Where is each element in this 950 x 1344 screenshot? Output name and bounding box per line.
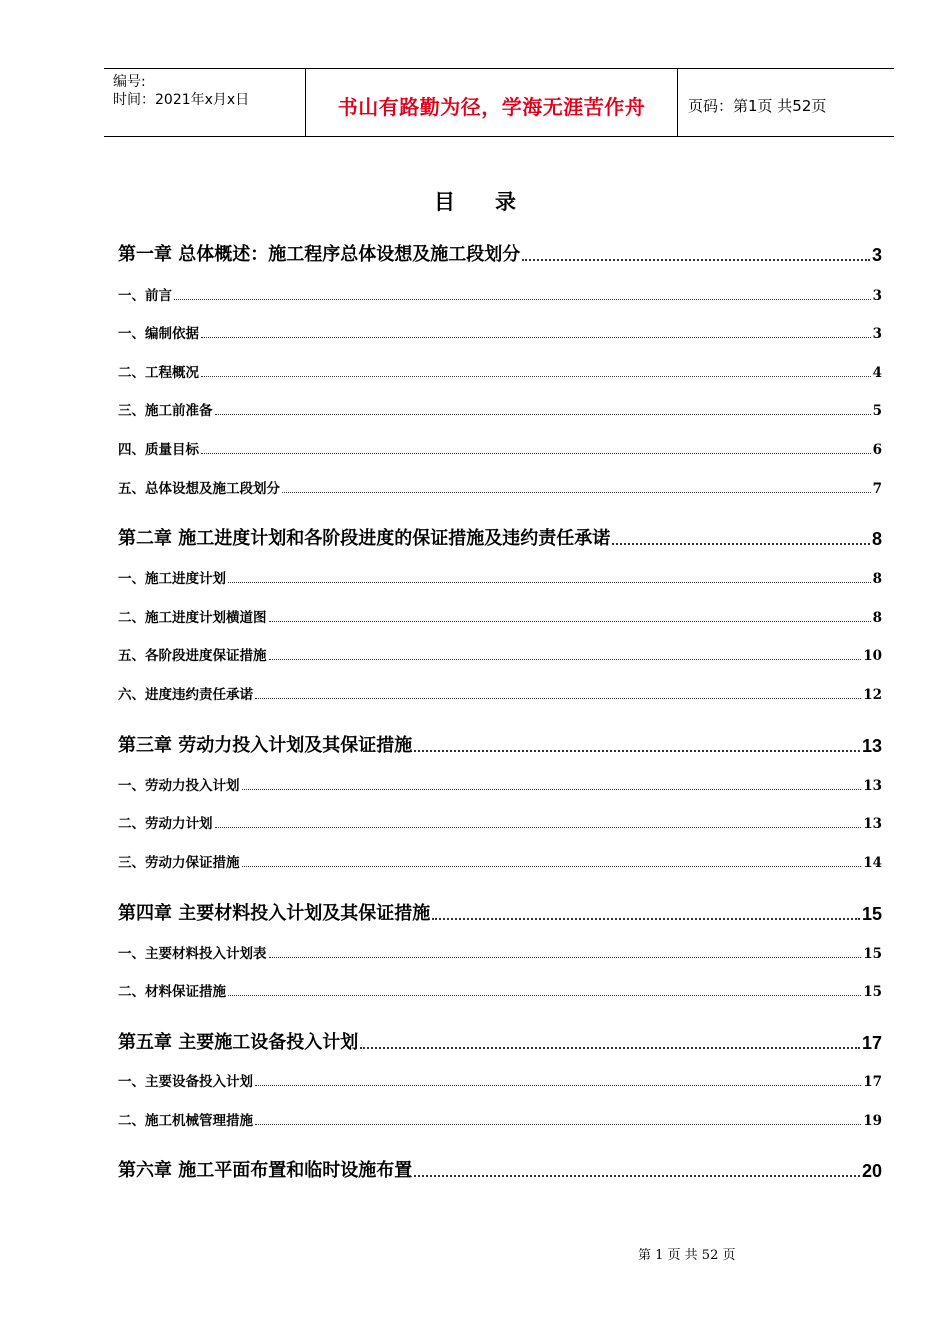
toc-entry-title: 二、材料保证措施 <box>118 984 226 1000</box>
header-center-cell <box>306 69 678 136</box>
header-left-cell <box>104 69 306 136</box>
toc-entry-page: 10 <box>863 648 882 664</box>
toc-entry-title: 二、工程概况 <box>118 365 199 381</box>
toc-entry-page: 8 <box>871 529 882 549</box>
toc-entry-page: 15 <box>863 946 882 962</box>
toc-entry-title: 二、施工进度计划横道图 <box>118 610 267 626</box>
toc-entry-page: 14 <box>863 855 882 871</box>
toc-section-entry[interactable] <box>118 361 882 381</box>
toc-dot-leader <box>269 659 862 660</box>
toc-section-entry[interactable] <box>118 399 882 419</box>
toc-entry-title: 一、前言 <box>118 288 172 304</box>
toc-entry-title: 六、进度违约责任承诺 <box>118 687 253 703</box>
toc-entry-title: 一、主要设备投入计划 <box>118 1074 253 1090</box>
toc-entry-page: 13 <box>863 778 882 794</box>
toc-entry-title: 第三章 劳动力投入计划及其保证措施 <box>118 735 413 756</box>
page-header <box>104 68 894 137</box>
toc-dot-leader <box>215 827 862 828</box>
toc-entry-page: 17 <box>861 1033 882 1053</box>
toc-dot-leader <box>201 337 871 338</box>
toc-chapter-entry[interactable] <box>118 240 882 266</box>
toc-chapter-entry[interactable] <box>118 1028 882 1054</box>
toc-dot-leader <box>360 1047 860 1049</box>
toc-entry-page: 3 <box>871 245 882 265</box>
toc-entry-page: 4 <box>872 365 882 381</box>
page-info: 页码：第1页 共52页 <box>688 97 827 115</box>
toc-entry-page: 8 <box>872 571 882 587</box>
toc-entry-title: 第一章 总体概述：施工程序总体设想及施工段划分 <box>118 244 521 265</box>
toc-section-entry[interactable] <box>118 942 882 962</box>
toc-section-entry[interactable] <box>118 322 882 342</box>
toc-entry-title: 二、施工机械管理措施 <box>118 1113 253 1129</box>
toc-entry-title: 三、施工前准备 <box>118 403 213 419</box>
toc-dot-leader <box>414 1175 860 1177</box>
toc-section-entry[interactable] <box>118 606 882 626</box>
toc-chapter-entry[interactable] <box>118 524 882 550</box>
number-label: 编号: <box>113 74 146 90</box>
toc-entry-title: 第二章 施工进度计划和各阶段进度的保证措施及违约责任承诺 <box>118 528 611 549</box>
toc-entry-page: 15 <box>861 904 882 924</box>
toc-dot-leader <box>228 582 871 583</box>
toc-dot-leader <box>174 299 871 300</box>
toc-entry-page: 13 <box>863 816 882 832</box>
toc-entry-title: 一、主要材料投入计划表 <box>118 946 267 962</box>
toc-dot-leader <box>255 1085 861 1086</box>
toc-dot-leader <box>228 995 861 996</box>
toc-section-entry[interactable] <box>118 477 882 497</box>
toc-dot-leader <box>269 957 862 958</box>
toc-section-entry[interactable] <box>118 438 882 458</box>
toc-chapter-entry[interactable] <box>118 899 882 925</box>
toc-entry-title: 一、劳动力投入计划 <box>118 778 240 794</box>
toc-section-entry[interactable] <box>118 567 882 587</box>
toc-entry-page: 12 <box>863 687 882 703</box>
toc-section-entry[interactable] <box>118 1070 882 1090</box>
toc-section-entry[interactable] <box>118 683 882 703</box>
toc-dot-leader <box>522 259 870 261</box>
toc-section-entry[interactable] <box>118 284 882 304</box>
toc-dot-leader <box>215 414 871 415</box>
header-right-cell <box>678 69 894 136</box>
toc-title: 目录 <box>434 189 556 214</box>
toc-entry-title: 五、总体设想及施工段划分 <box>118 481 280 497</box>
toc-entry-title: 二、劳动力计划 <box>118 816 213 832</box>
toc-entry-page: 8 <box>872 610 882 626</box>
motto: 书山有路勤为径，学海无涯苦作舟 <box>337 95 646 119</box>
toc-dot-leader <box>255 698 861 699</box>
toc-entry-page: 13 <box>861 736 882 756</box>
toc-entry-title: 一、编制依据 <box>118 326 199 342</box>
toc-entry-title: 第四章 主要材料投入计划及其保证措施 <box>118 903 431 924</box>
toc-entry-page: 19 <box>863 1113 882 1129</box>
toc-section-entry[interactable] <box>118 644 882 664</box>
footer-page-number: 第 1 页 共 52 页 <box>638 1248 736 1263</box>
toc-section-entry[interactable] <box>118 851 882 871</box>
toc-entry-page: 17 <box>863 1074 882 1090</box>
toc-entry-page: 6 <box>872 442 882 458</box>
toc-section-entry[interactable] <box>118 1109 882 1129</box>
toc-entry-title: 一、施工进度计划 <box>118 571 226 587</box>
toc-entry-title: 五、各阶段进度保证措施 <box>118 648 267 664</box>
toc-entry-title: 第五章 主要施工设备投入计划 <box>118 1032 359 1053</box>
toc-dot-leader <box>269 621 871 622</box>
toc-entry-page: 3 <box>872 288 882 304</box>
toc-dot-leader <box>414 750 860 752</box>
toc-dot-leader <box>612 543 870 545</box>
toc-entry-title: 三、劳动力保证措施 <box>118 855 240 871</box>
toc-section-entry[interactable] <box>118 774 882 794</box>
toc-section-entry[interactable] <box>118 980 882 1000</box>
toc-dot-leader <box>255 1124 861 1125</box>
toc-entry-page: 3 <box>872 326 882 342</box>
time-label: 时间：2021年x月x日 <box>113 92 250 108</box>
toc-entry-title: 四、质量目标 <box>118 442 199 458</box>
toc-section-entry[interactable] <box>118 812 882 832</box>
toc-dot-leader <box>432 918 860 920</box>
toc-chapter-entry[interactable] <box>118 731 882 757</box>
toc-dot-leader <box>242 866 862 867</box>
toc-dot-leader <box>201 453 871 454</box>
toc-dot-leader <box>201 376 871 377</box>
toc-dot-leader <box>242 789 862 790</box>
toc-chapter-entry[interactable] <box>118 1156 882 1182</box>
toc-entry-page: 15 <box>863 984 882 1000</box>
toc-dot-leader <box>282 492 871 493</box>
toc-entry-page: 5 <box>872 403 882 419</box>
toc-entry-title: 第六章 施工平面布置和临时设施布置 <box>118 1160 413 1181</box>
toc-entry-page: 7 <box>872 481 882 497</box>
toc-entry-page: 20 <box>861 1161 882 1181</box>
